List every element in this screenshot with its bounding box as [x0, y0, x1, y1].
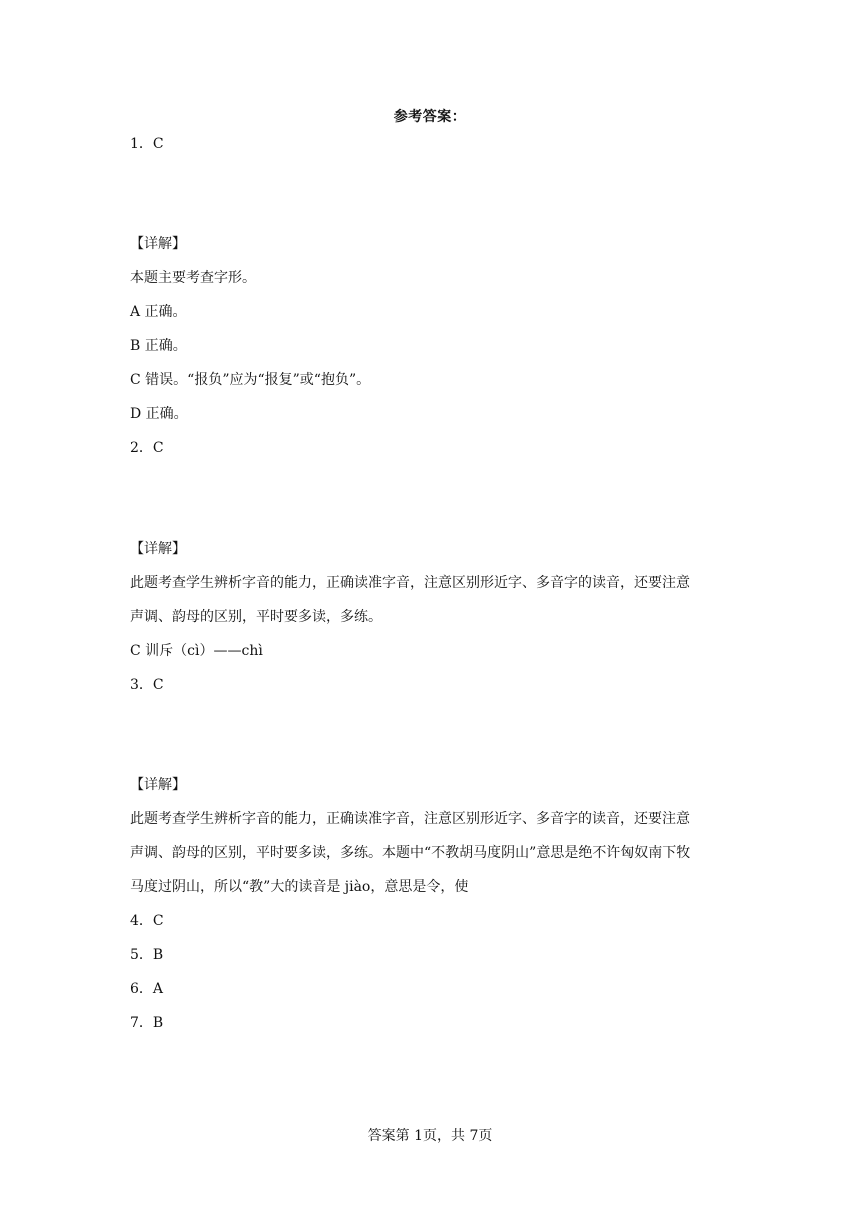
detail-1-line-5: D 正确。	[130, 406, 188, 422]
detail-2-line-1: 此题考查学生辨析字音的能力，正确读准字音，注意区别形近字、多音字的读音，还要注意	[130, 575, 690, 591]
detail-3-line-1: 此题考查学生辨析字音的能力，正确读准字音，注意区别形近字、多音字的读音，还要注意	[130, 811, 690, 827]
detail-1-line-1: 本题主要考查字形。	[130, 270, 256, 286]
page-title: 参考答案：	[393, 109, 467, 125]
detail-2-line-2: 声调、韵母的区别，平时要多读，多练。	[130, 609, 382, 625]
detail-heading-1: 【详解】	[130, 236, 186, 252]
answer-7: 7．B	[130, 1015, 164, 1031]
detail-1-line-3: B 正确。	[130, 338, 187, 354]
detail-1-line-2: A 正确。	[130, 304, 187, 320]
answer-4: 4．C	[130, 913, 164, 929]
answer-3: 3．C	[130, 677, 164, 693]
detail-heading-3: 【详解】	[130, 777, 186, 793]
answer-1: 1．C	[130, 136, 164, 152]
detail-3-line-3: 马度过阴山，所以“教”大的读音是 jiào，意思是令，使	[130, 879, 469, 895]
answer-2: 2．C	[130, 440, 164, 456]
answer-5: 5．B	[130, 947, 164, 963]
detail-2-line-3: C 训斥（cì）——chì	[130, 643, 263, 659]
detail-heading-2: 【详解】	[130, 541, 186, 557]
page-footer: 答案第 1页，共 7页	[367, 1128, 493, 1144]
detail-3-line-2: 声调、韵母的区别，平时要多读，多练。本题中“不教胡马度阴山”意思是绝不许匈奴南下牧	[130, 845, 691, 861]
answer-6: 6．A	[130, 981, 164, 997]
detail-1-line-4: C 错误。“报负”应为“报复”或“抱负”。	[130, 372, 371, 388]
